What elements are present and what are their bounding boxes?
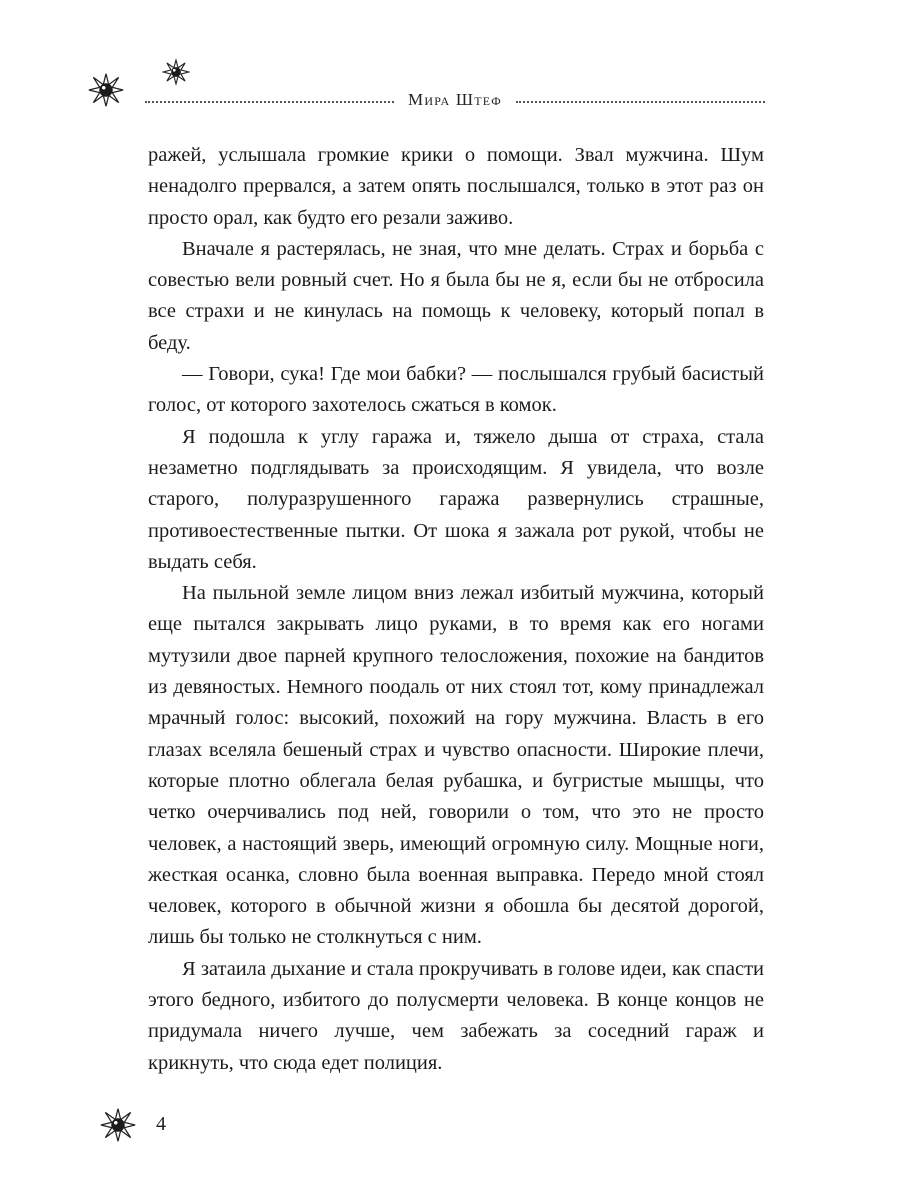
author-name: Мира Штеф <box>408 90 502 109</box>
page-body <box>148 140 764 1079</box>
paragraph: Я затаила дыхание и стала прокручивать в голове идеи, как спасти этого бедного, избитого до полусмерти человека. В конце концов не придумала ничего лучше, чем забежать за соседний гараж и крикнуть, что сюда едет полиция. <box>148 957 764 1074</box>
blot-ornament-icon <box>162 58 190 86</box>
header-rule-left <box>145 101 394 103</box>
blot-ornament-icon <box>88 72 124 108</box>
blot-ornament-icon <box>100 1107 136 1143</box>
paragraph: На пыльной земле лицом вниз лежал избитый мужчина, который еще пытался закрывать лицо руками, в то время как его ногами мутузили двое парней крупного телосложения, похожие на бандитов из девяностых. Немного поодаль от них стоял тот, кому принадлежал мрачный голос: высокий, похожий на гору мужчина. Власть в его глазах вселяла бешеный страх и чувство опасности. Широкие плечи, которые плотно облегала белая рубашка, и бугристые мышцы, что четко очерчивались под ней, говорили о том, что это не просто человек, а настоящий зверь, имеющий огромную силу. Мощные ноги, жесткая осанка, словно была военная выправка. Передо мной стоял человек, которого в обычной жизни я обошла бы десятой дорогой, лишь бы только не столкнуться с ним. <box>148 582 764 949</box>
paragraph: — Говори, сука! Где мои бабки? — послышался грубый басистый голос, от которого захотелось сжаться в комок. <box>148 363 764 417</box>
page-number: 4 <box>156 1113 166 1135</box>
paragraph: Вначале я растерялась, не зная, что мне делать. Страх и борьба с совестью вели ровный счет. Но я была бы не я, если бы не отбросила все страхи и не кинулась на помощь к человеку, который попал в беду. <box>148 237 764 354</box>
running-header <box>145 88 765 112</box>
paragraph: ражей, услышала громкие крики о помощи. Звал мужчина. Шум ненадолго прервался, а затем опять послышался, только в этот раз он просто орал, как будто его резали заживо. <box>148 144 764 229</box>
paragraph: Я подошла к углу гаража и, тяжело дыша от страха, стала незаметно подглядывать за происходящим. Я увидела, что возле старого, полуразрушенного гаража развернулись страшные, противоестественные пытки. От шока я зажала рот рукой, чтобы не выдать себя. <box>148 425 764 573</box>
header-rule-right <box>516 101 765 103</box>
